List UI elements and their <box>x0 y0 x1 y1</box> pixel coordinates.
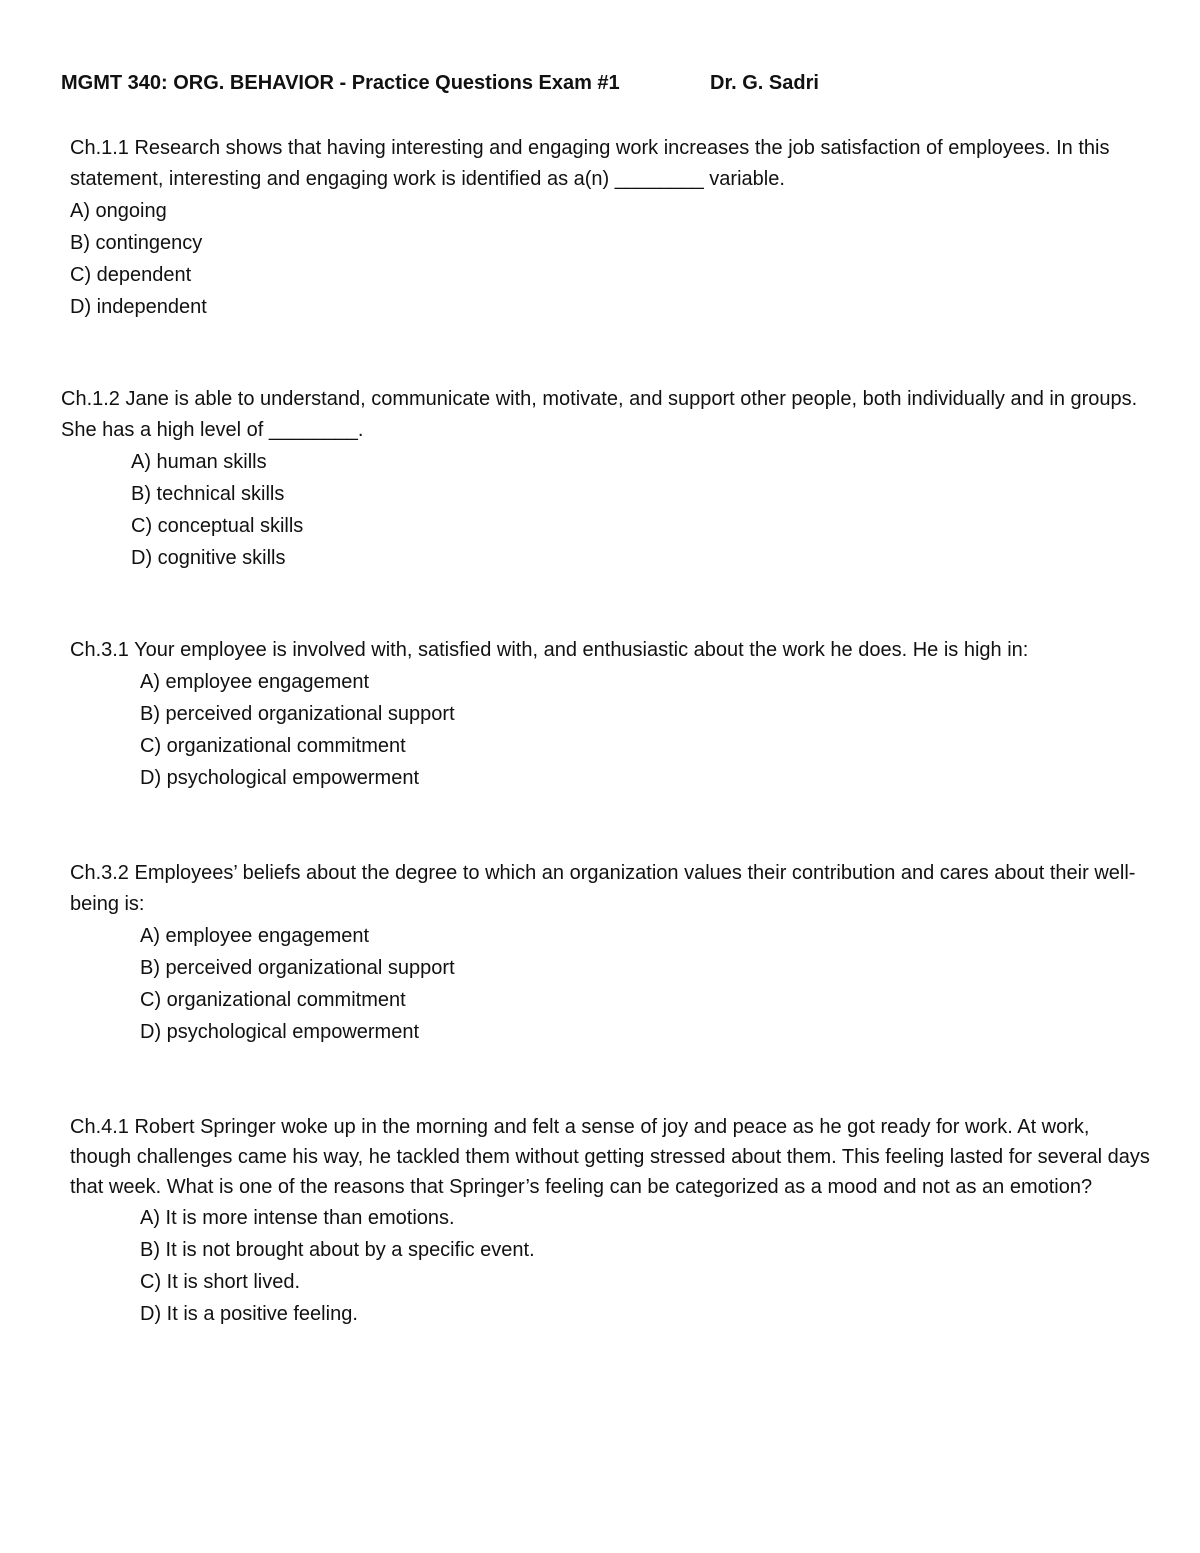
answer-choice: A) human skills <box>131 451 267 473</box>
answer-choice: B) contingency <box>70 232 203 254</box>
answer-choice: D) psychological empowerment <box>140 1021 420 1043</box>
question-stem: Ch.3.1 Your employee is involved with, satisfied with, and enthusiastic about the work he does. He is high in: <box>70 639 1029 661</box>
answer-choice: D) psychological empowerment <box>140 767 420 789</box>
answer-choice: D) cognitive skills <box>131 547 286 569</box>
answer-choices <box>131 446 1151 574</box>
answer-choice: D) independent <box>70 296 207 318</box>
answer-choices <box>140 666 1150 794</box>
answer-choice: C) organizational commitment <box>140 735 406 757</box>
question-ch-1-1 <box>70 133 1150 323</box>
document-title: MGMT 340: ORG. BEHAVIOR - Practice Questions Exam #1 <box>61 72 620 94</box>
answer-choice: B) technical skills <box>131 483 285 505</box>
answer-choice: C) It is short lived. <box>140 1271 301 1293</box>
answer-choice: A) employee engagement <box>140 925 370 947</box>
answer-choices <box>70 195 1150 323</box>
question-stem: Ch.4.1 Robert Springer woke up in the morning and felt a sense of joy and peace as he got ready for work. At work, though challenges came his way, he tackled them without getting stressed about them. This feeling lasted for several days that week. What is one of the reasons that Springer’s feeling can be categorized as a mood and not as an emotion? <box>70 1116 1150 1198</box>
answer-choice: B) perceived organizational support <box>140 703 455 725</box>
answer-choice: A) ongoing <box>70 200 167 222</box>
author-name: Dr. G. Sadri <box>710 72 819 94</box>
answer-choices <box>140 1202 1150 1330</box>
question-ch-1-2 <box>61 384 1151 574</box>
answer-choice: C) conceptual skills <box>131 515 304 537</box>
question-ch-3-1 <box>70 635 1150 794</box>
answer-choice: C) organizational commitment <box>140 989 406 1011</box>
answer-choices <box>140 920 1150 1048</box>
answer-choice: B) perceived organizational support <box>140 957 455 979</box>
answer-choice: B) It is not brought about by a specific event. <box>140 1239 535 1261</box>
question-ch-3-2 <box>70 858 1150 1048</box>
answer-choice: A) employee engagement <box>140 671 370 693</box>
question-stem: Ch.3.2 Employees’ beliefs about the degree to which an organization values their contribution and cares about their well-being is: <box>70 862 1136 915</box>
question-stem: Ch.1.2 Jane is able to understand, communicate with, motivate, and support other people, both individually and in groups. She has a high level of ________. <box>61 388 1138 441</box>
answer-choice: C) dependent <box>70 264 192 286</box>
answer-choice: A) It is more intense than emotions. <box>140 1207 455 1229</box>
document-header <box>61 72 819 95</box>
question-stem: Ch.1.1 Research shows that having interesting and engaging work increases the job satisfaction of employees. In this statement, interesting and engaging work is identified as a(n) ________ variable. <box>70 137 1110 190</box>
answer-choice: D) It is a positive feeling. <box>140 1303 358 1325</box>
question-ch-4-1 <box>70 1112 1150 1330</box>
